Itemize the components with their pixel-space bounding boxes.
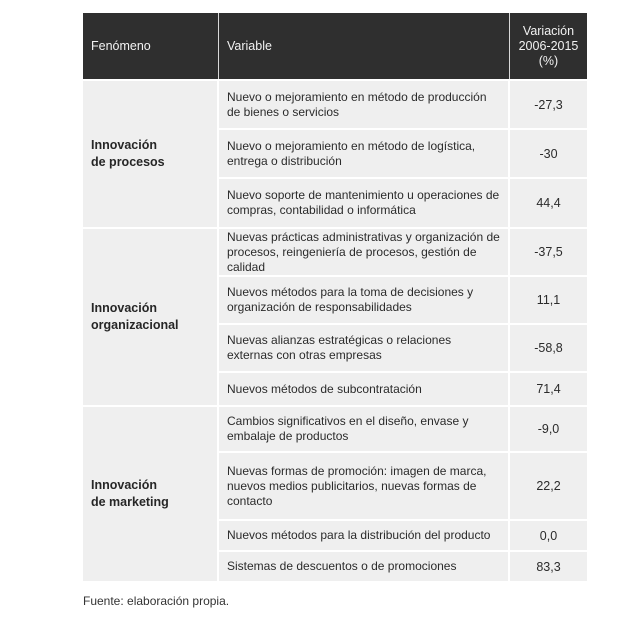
header-fenomeno: Fenómeno xyxy=(83,13,219,79)
header-variable: Variable xyxy=(219,13,510,79)
value-cell: 22,2 xyxy=(510,453,587,519)
phenomenon-line1: Innovación xyxy=(91,301,157,315)
variable-cell: Nuevos métodos de subcontratación xyxy=(219,373,510,405)
variable-cell: Nuevas formas de promoción: imagen de marca, nuevos medios publicitarios, nuevas formas de contacto xyxy=(219,453,510,519)
table-header xyxy=(83,13,587,79)
table-row xyxy=(219,81,587,130)
phenomenon-line2: organizacional xyxy=(91,318,179,332)
variable-cell: Nuevo soporte de mantenimiento u operaciones de compras, contabilidad o informática xyxy=(219,179,510,227)
innovation-table xyxy=(83,13,587,581)
variable-cell: Nuevos métodos para la distribución del producto xyxy=(219,521,510,550)
value-cell: 11,1 xyxy=(510,277,587,323)
phenomenon-cell xyxy=(83,407,219,581)
value-cell: 71,4 xyxy=(510,373,587,405)
header-variacion-line3: (%) xyxy=(538,53,559,68)
group-procesos xyxy=(83,79,587,227)
table-row xyxy=(219,130,587,179)
table-row xyxy=(219,277,587,325)
value-cell: 83,3 xyxy=(510,552,587,581)
variable-cell: Nuevo o mejoramiento en método de producción de bienes o servicios xyxy=(219,81,510,128)
header-variacion xyxy=(510,13,587,79)
table-row xyxy=(219,229,587,277)
value-cell: -30 xyxy=(510,130,587,177)
variable-cell: Nuevas alianzas estratégicas o relaciones externas con otras empresas xyxy=(219,325,510,371)
table-row xyxy=(219,407,587,453)
value-cell: -9,0 xyxy=(510,407,587,451)
table-row xyxy=(219,373,587,405)
value-cell: 0,0 xyxy=(510,521,587,550)
phenomenon-cell xyxy=(83,81,219,227)
phenomenon-line2: de procesos xyxy=(91,155,165,169)
phenomenon-cell xyxy=(83,229,219,405)
source-note: Fuente: elaboración propia. xyxy=(83,594,230,608)
variable-cell: Nuevo o mejoramiento en método de logística, entrega o distribución xyxy=(219,130,510,177)
phenomenon-line1: Innovación xyxy=(91,138,157,152)
phenomenon-line2: de marketing xyxy=(91,495,169,509)
value-cell: -27,3 xyxy=(510,81,587,128)
table-row xyxy=(219,552,587,581)
header-variacion-line2: 2006-2015 xyxy=(518,38,579,53)
group-organizacional xyxy=(83,227,587,405)
value-cell: -58,8 xyxy=(510,325,587,371)
variable-cell: Sistemas de descuentos o de promociones xyxy=(219,552,510,581)
group-marketing xyxy=(83,405,587,581)
variable-cell: Nuevos métodos para la toma de decisiones y organización de responsabilidades xyxy=(219,277,510,323)
phenomenon-line1: Innovación xyxy=(91,478,157,492)
header-variacion-line1: Variación xyxy=(522,23,575,38)
table-row xyxy=(219,179,587,227)
variable-cell: Nuevas prácticas administrativas y organización de procesos, reingeniería de procesos, gestión de calidad xyxy=(219,229,510,275)
variable-cell: Cambios significativos en el diseño, envase y embalaje de productos xyxy=(219,407,510,451)
table-row xyxy=(219,521,587,552)
value-cell: -37,5 xyxy=(510,229,587,275)
value-cell: 44,4 xyxy=(510,179,587,227)
table-row xyxy=(219,325,587,373)
table-row xyxy=(219,453,587,521)
